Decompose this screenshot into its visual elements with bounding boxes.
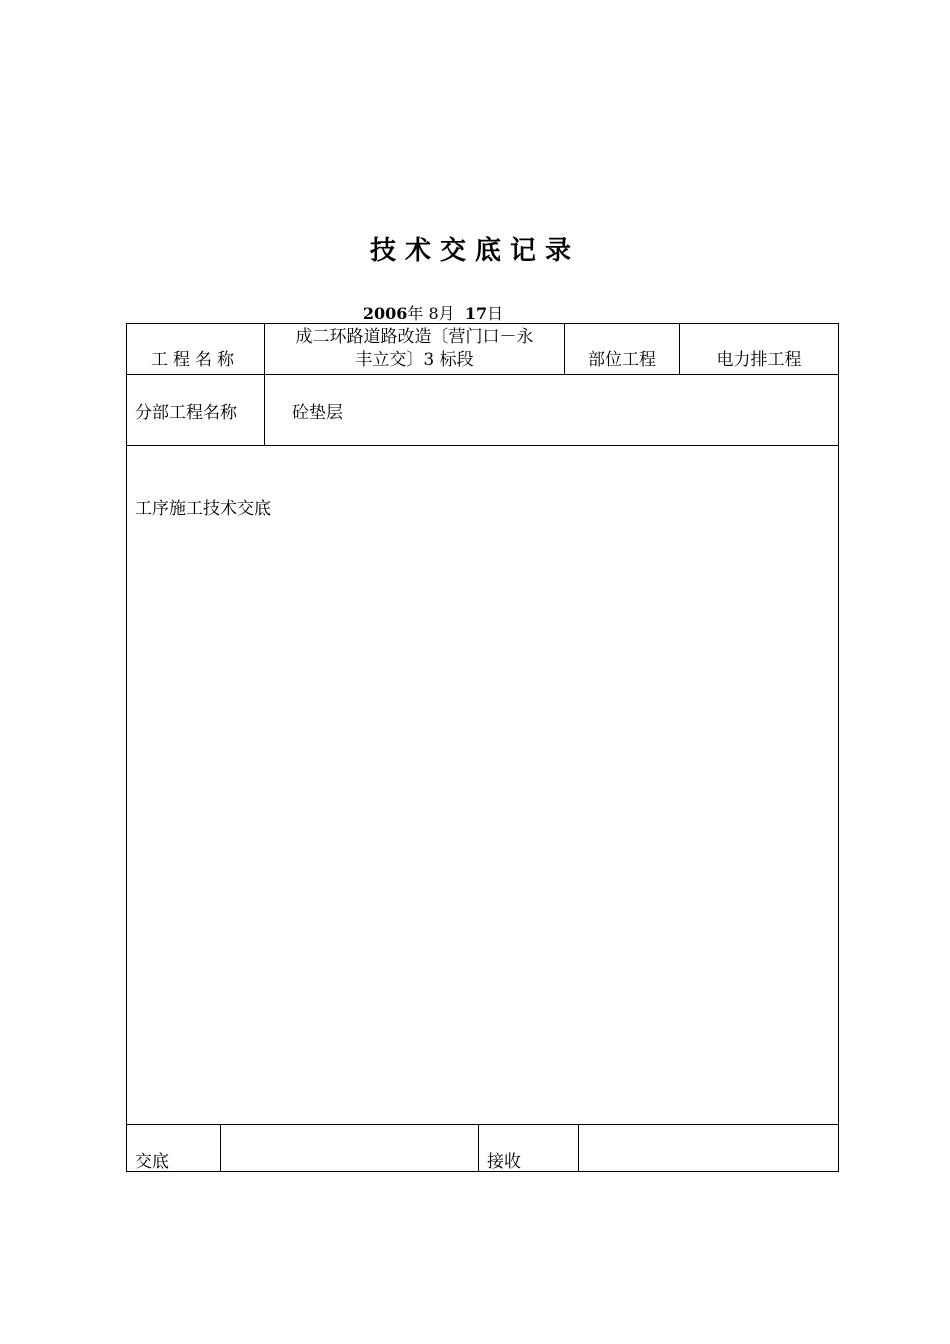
date-year-suffix: 年 [407, 304, 424, 323]
date-month: 8 [428, 304, 439, 323]
subproject-name-value: 砼垫层 [265, 375, 839, 446]
project-name-line1: 成二环路道路改造〔营门口－永 [295, 327, 534, 347]
project-name-line2: 丰立交〕3 标段 [355, 350, 474, 370]
document-date [0, 301, 866, 324]
handover-signature[interactable] [221, 1125, 479, 1172]
document-title: 技术交底记录 [369, 236, 580, 266]
project-name-label: 工程名称 [126, 324, 265, 375]
receive-label: 接收 [479, 1125, 579, 1172]
disclosure-content [126, 446, 839, 1125]
date-month-suffix: 月 [438, 304, 455, 323]
part-value: 电力排工程 [680, 324, 839, 375]
part-label: 部位工程 [565, 324, 680, 375]
date-year: 2006 [362, 304, 408, 323]
date-day: 17 [464, 304, 488, 323]
date-day-suffix: 日 [487, 304, 504, 323]
disclosure-heading: 工序施工技术交底 [135, 499, 271, 519]
handover-label: 交底 [126, 1125, 221, 1172]
receive-signature[interactable] [579, 1125, 839, 1172]
subproject-name-label: 分部工程名称 [126, 375, 265, 446]
project-name-value [265, 324, 565, 375]
